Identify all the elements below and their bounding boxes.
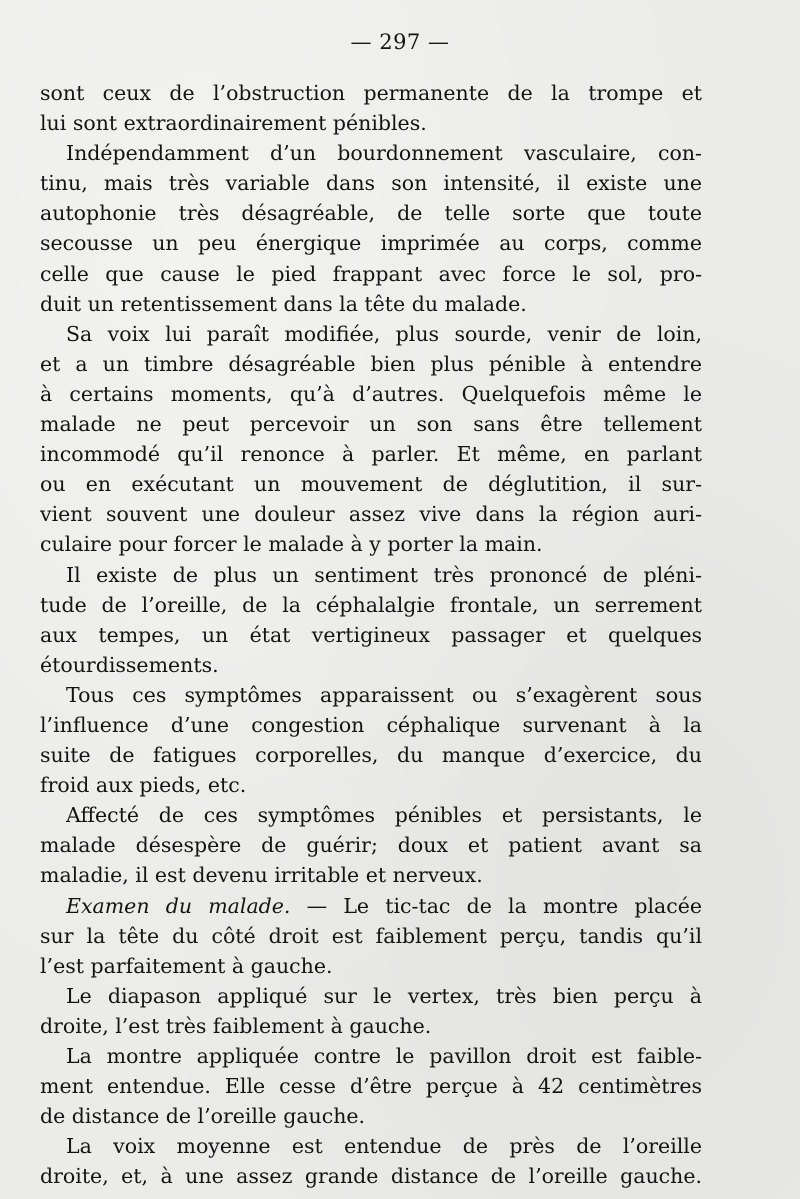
text-line xyxy=(40,770,702,800)
line-text: culaire pour forcer le malade à y porter la main. xyxy=(40,532,543,557)
text-line xyxy=(40,590,702,620)
line-text: incommodé qu’il renonce à parler. Et même, en parlant xyxy=(40,442,702,467)
line-text: et a un timbre désagréable bien plus pénible à entendre xyxy=(40,351,702,376)
line-text: l’influence d’une congestion céphalique survenant à la xyxy=(40,712,702,737)
text-line xyxy=(40,1131,702,1161)
line-text: Sa voix lui paraît modifiée, plus sourde, venir de loin, xyxy=(66,321,702,346)
line-text: ou en exécutant un mouvement de déglutition, il sur- xyxy=(40,472,702,497)
text-line xyxy=(40,680,702,710)
line-text: — Le tic-tac de la montre placée xyxy=(290,893,702,918)
line-text: froid aux pieds, etc. xyxy=(40,773,247,798)
line-text: La montre appliquée contre le pavillon droit est faible- xyxy=(66,1044,702,1068)
text-line xyxy=(40,620,702,650)
page-number: — 297 — xyxy=(350,30,450,54)
section-heading-italic: Examen du malade. xyxy=(66,893,291,918)
text-line xyxy=(40,891,702,921)
line-text: malade ne peut percevoir un son sans être tellement xyxy=(40,412,702,437)
text-line xyxy=(40,349,702,379)
text-line xyxy=(40,289,702,319)
text-line xyxy=(40,830,702,860)
line-text: La voix moyenne est entendue de près de l’oreille xyxy=(66,1134,702,1159)
text-line xyxy=(40,981,702,1011)
line-text: aux tempes, un état vertigineux passager et quelques xyxy=(40,622,702,647)
line-text: Affecté de ces symptômes pénibles et persistants, le xyxy=(66,803,702,828)
text-line xyxy=(40,1041,702,1071)
line-text: Il existe de plus un sentiment très prononcé de pléni- xyxy=(66,562,702,587)
text-line xyxy=(40,198,702,228)
line-text: tinu, mais très variable dans son intensité, il existe une xyxy=(40,171,702,196)
line-text: à certains moments, qu’à d’autres. Quelquefois même le xyxy=(40,381,702,406)
line-text: de distance de l’oreille gauche. xyxy=(40,1104,366,1129)
text-line xyxy=(40,499,702,529)
line-text: sur la tête du côté droit est faiblement perçu, tandis qu’il xyxy=(40,923,702,948)
line-text: suite de fatigues corporelles, du manque d’exercice, du xyxy=(40,743,702,768)
text-line xyxy=(40,921,702,951)
text-line xyxy=(40,439,702,469)
text-line xyxy=(40,108,702,138)
text-line xyxy=(40,1071,702,1101)
line-text: vient souvent une douleur assez vive dans la région auri- xyxy=(40,502,702,527)
text-line xyxy=(40,800,702,830)
line-text: sont ceux de l’obstruction permanente de la trompe et xyxy=(40,81,702,105)
line-text: lui sont extraordinairement pénibles. xyxy=(40,111,427,136)
text-line xyxy=(40,1161,702,1191)
line-text: secousse un peu énergique imprimée au corps, comme xyxy=(40,231,702,256)
text-line xyxy=(40,228,702,258)
text-line xyxy=(40,860,702,890)
line-text: droite, et, à une assez grande distance de l’oreille gauche. xyxy=(40,1164,702,1189)
text-line xyxy=(40,650,702,680)
text-line xyxy=(40,259,702,289)
line-text: droite, l’est très faiblement à gauche. xyxy=(40,1013,432,1038)
line-text: Le diapason appliqué sur le vertex, très bien perçu à xyxy=(66,983,702,1008)
line-text: tude de l’oreille, de la céphalalgie frontale, un serrement xyxy=(40,592,702,617)
line-text: étourdissements. xyxy=(40,652,219,677)
text-line xyxy=(40,469,702,499)
line-text: Indépendamment d’un bourdonnement vasculaire, con- xyxy=(66,141,702,166)
text-line xyxy=(40,1011,702,1041)
text-line xyxy=(40,78,702,108)
text-line xyxy=(40,379,702,409)
text-line xyxy=(40,710,702,740)
text-line xyxy=(40,168,702,198)
line-text: malade désespère de guérir; doux et patient avant sa xyxy=(40,833,702,858)
text-line xyxy=(40,138,702,168)
line-text: maladie, il est devenu irritable et nerveux. xyxy=(40,863,483,888)
line-text: l’est parfaitement à gauche. xyxy=(40,953,333,978)
body-text xyxy=(40,78,702,1191)
text-line xyxy=(40,409,702,439)
line-text: ment entendue. Elle cesse d’être perçue à 42 centimètres xyxy=(40,1074,702,1099)
text-line xyxy=(40,951,702,981)
line-text: autophonie très désagréable, de telle sorte que toute xyxy=(40,201,702,226)
line-text: Tous ces symptômes apparaissent ou s’exagèrent sous xyxy=(66,682,702,707)
text-line xyxy=(40,1101,702,1131)
text-line xyxy=(40,740,702,770)
text-line xyxy=(40,529,702,559)
line-text: duit un retentissement dans la tête du malade. xyxy=(40,291,527,316)
text-line xyxy=(40,560,702,590)
text-line xyxy=(40,319,702,349)
line-text: celle que cause le pied frappant avec force le sol, pro- xyxy=(40,261,702,286)
